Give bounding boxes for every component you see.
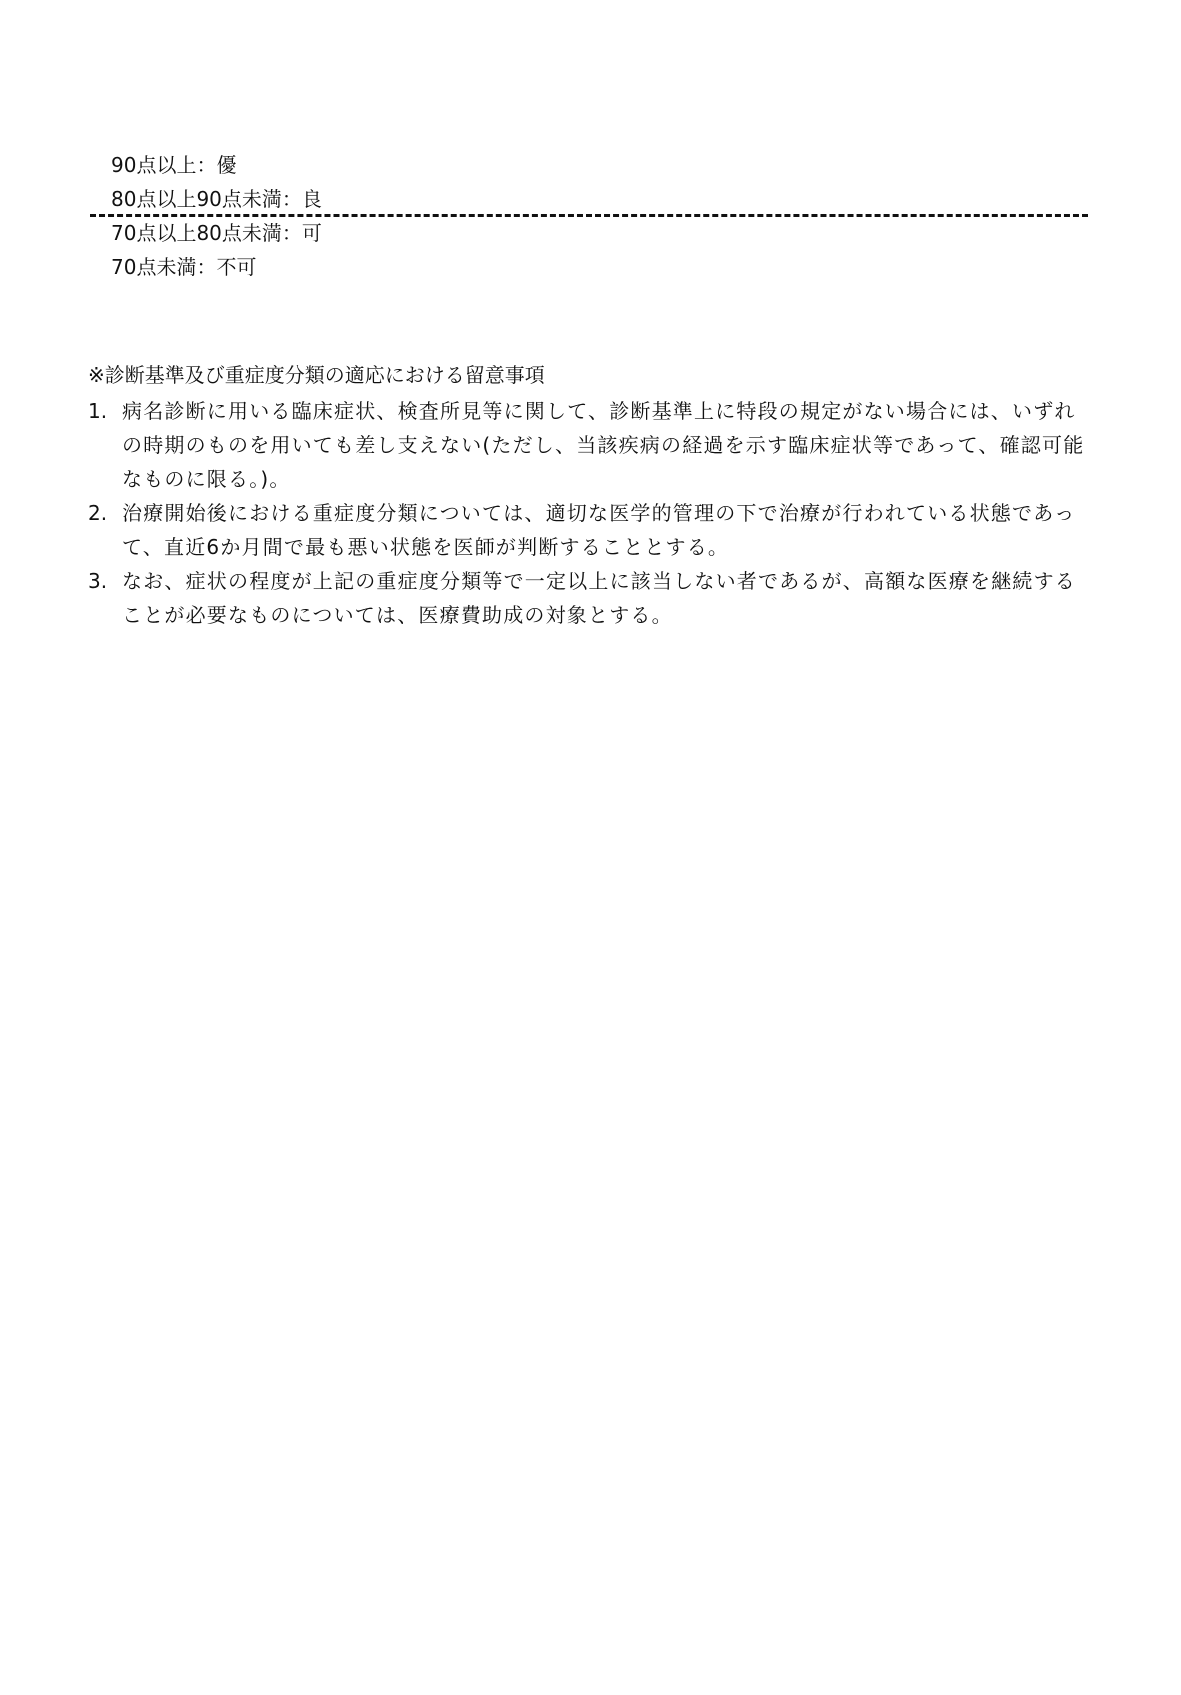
notes-heading: ※診断基準及び重症度分類の適応における留意事項 <box>88 363 545 387</box>
note-item <box>88 394 1093 496</box>
note-text: なお、症状の程度が上記の重症度分類等で一定以上に該当しない者であるが、高額な医療を継続することが必要なものについては、医療費助成の対象とする。 <box>122 569 1076 627</box>
note-item <box>88 496 1093 564</box>
note-text: 病名診断に用いる臨床症状、検査所見等に関して、診断基準上に特段の規定がない場合には、いずれの時期のものを用いても差し支えない(ただし、当該疾病の経過を示す臨床症状等であって、確認可能なものに限る。)。 <box>122 399 1085 491</box>
note-number: 3. <box>88 569 108 593</box>
note-number: 2. <box>88 501 108 525</box>
grade-pass: 70点以上80点未満：可 <box>111 221 322 245</box>
note-item <box>88 564 1093 632</box>
grade-good: 80点以上90点未満：良 <box>111 187 322 211</box>
grade-fail: 70点未満：不可 <box>111 255 257 279</box>
dashed-divider <box>90 214 1088 217</box>
grade-excellent: 90点以上：優 <box>111 153 237 177</box>
note-number: 1. <box>88 399 108 423</box>
notes-section <box>88 358 1093 632</box>
note-text: 治療開始後における重症度分類については、適切な医学的管理の下で治療が行われている状態であって、直近6か月間で最も悪い状態を医師が判断することとする。 <box>122 501 1076 559</box>
